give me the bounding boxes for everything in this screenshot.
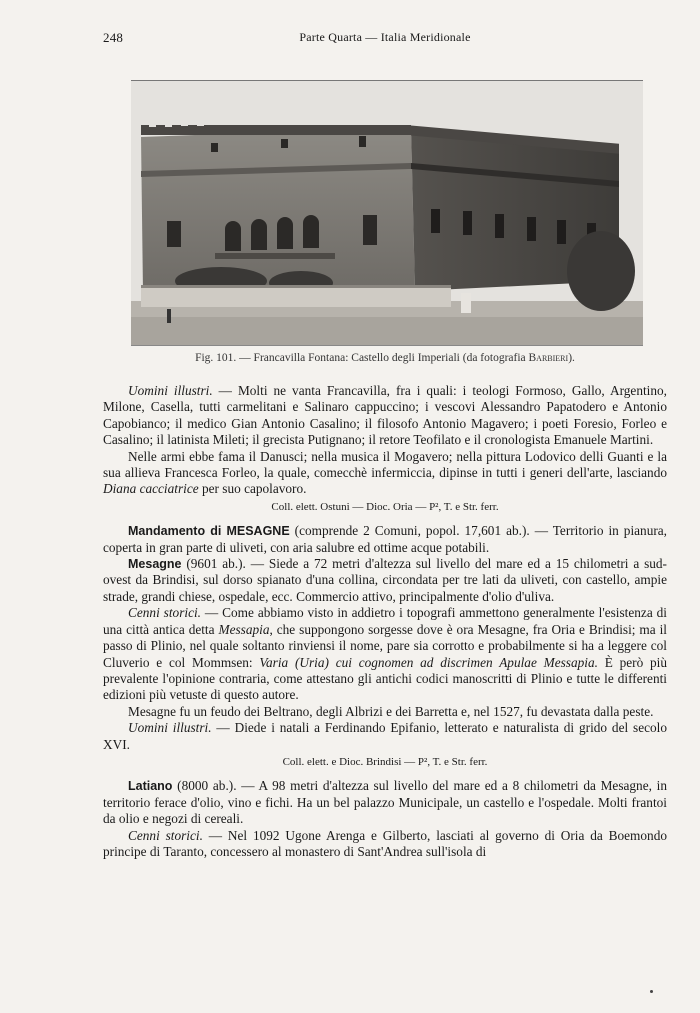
electoral-reference: Coll. elett. e Dioc. Brindisi — P², T. e Str. ferr.: [282, 755, 488, 768]
section-lead: Cenni storici.: [128, 827, 203, 843]
figure-caption: [103, 352, 667, 364]
electoral-reference: Coll. elett. Ostuni — Dioc. Oria — P², T. e Str. ferr.: [271, 500, 499, 513]
paragraph-feudo: [103, 704, 667, 720]
paragraph-text: (comprende 2 Comuni, popol. 17,601 ab.). — Territorio in pianura, coperta in gran parte di uliveti, con aria salubre ed ottime acque potabili.: [103, 523, 667, 555]
page-number: 248: [103, 30, 124, 45]
paragraph-uomini-illustri-francavilla: [103, 383, 667, 449]
paragraph-text: — Come abbiamo visto in addietro i topografi ammettono generalmente l'esistenza di una città antica detta: [103, 605, 667, 637]
artwork-title: Diana cacciatrice: [103, 481, 199, 497]
caption-end: ).: [568, 352, 575, 364]
paragraph-text: , che suppongono sorgesse dove è ora Mesagne, fra Oria e Brindisi; ma il passo di Plinio, nel quale soltanto rinviensi il nome, pare sia corrotto e probabilmente si ha a leggere col Cluverio e col Mommsen:: [103, 621, 667, 670]
paragraph-cenni-storici-mesagne: [103, 605, 667, 703]
paragraph-text: È però più prevalente l'opinione contraria, come attestano gli antichi codici manoscritti di Plinio e tutte le differenti edizioni più vetuste di questo autore.: [103, 654, 667, 703]
paragraph-uomini-illustri-mesagne: [103, 720, 667, 753]
paragraph-mandamento-mesagne: [103, 523, 667, 556]
paragraph-text: — Diede i natali a Ferdinando Epifanio, letterato e naturalista di grido del secolo XVI.: [103, 720, 668, 752]
place-name: Mesagne: [128, 557, 182, 572]
paragraph-latiano: [103, 778, 667, 827]
paragraph-text: per suo capolavoro.: [198, 481, 307, 497]
section-lead: Uomini illustri.: [128, 720, 212, 736]
caption-text: Fig. 101. — Francavilla Fontana: Castello degli Imperiali (da fotografia: [195, 352, 529, 364]
caption-photographer: Barbieri: [528, 352, 569, 364]
paragraph-text: Nelle armi ebbe fama il Danusci; nella musica il Mogavero; nella pittura Lodovico delli Guanti e la sua allieva Francesca Forleo, la quale, comecchè infermiccia, dipinse in tutti i generi dell'arte, lasciando: [103, 448, 667, 481]
body-text: [103, 383, 667, 860]
section-heading: Mandamento di MESAGNE: [128, 524, 290, 539]
running-title: Parte Quarta — Italia Meridionale: [299, 30, 471, 44]
running-header: [103, 30, 667, 50]
latin-term: Messapia: [218, 621, 270, 637]
paragraph-text: — Nel 1092 Ugone Arenga e Gilberto, lasciati al governo di Oria da Boemondo principe di Taranto, concessero al monastero di Sant'Andrea sull'isola di: [103, 827, 667, 859]
castle-photograph: [131, 80, 643, 346]
section-lead: Uomini illustri.: [128, 383, 213, 398]
paragraph-text: (8000 ab.). — A 98 metri d'altezza sul livello del mare ed a 8 chilometri da Mesagne, in territorio ferace d'olio, vino e fichi. Ha un bel palazzo Municipale, un castello e l'ospedale. Molti frantoi da olio e negozi di cereali.: [103, 778, 667, 827]
place-name: Latiano: [128, 779, 173, 794]
paragraph-cenni-storici-latiano: [103, 828, 667, 861]
paragraph-mesagne: [103, 556, 667, 605]
latin-quote: Varia (Uria) cui cognomen ad discrimen Apulae Messapia.: [259, 654, 598, 670]
paragraph-text: — Molti ne vanta Francavilla, fra i quali: i teologi Formoso, Gallo, Argentino, Milone, Casella, tutti carmelitani e Salinaro cappuccino; i vescovi Alessandro Papatodero e Antonio Capobianco; il medico Gian Antonio Casalino; il filosofo Antonio Magavero; i poeti Foresio, Forleo e Casalino; il latinista Mileti; il grecista Putignano; il retore Teofilato e il cronologista Emanuele Martini.: [103, 383, 667, 448]
castle-illustration: [131, 81, 643, 345]
section-lead: Cenni storici.: [128, 605, 201, 621]
paragraph-text: Mesagne fu un feudo dei Beltrano, degli Albrizi e dei Barretta e, nel 1527, fu devastata dalla peste.: [128, 703, 654, 719]
paragraph-arti: [103, 449, 667, 498]
paragraph-text: (9601 ab.). — Siede a 72 metri d'altezza sul livello del mare ed a 15 chilometri a sud-ovest da Brindisi, sul dorso spianato d'una collina, circondata per tre lati da uliveti, con castello, ampie strade, grandi chiese, ospedale, ecc. Commercio attivo, principalmente d'olio d'uliva.: [103, 556, 667, 604]
page-speck: [650, 990, 653, 993]
